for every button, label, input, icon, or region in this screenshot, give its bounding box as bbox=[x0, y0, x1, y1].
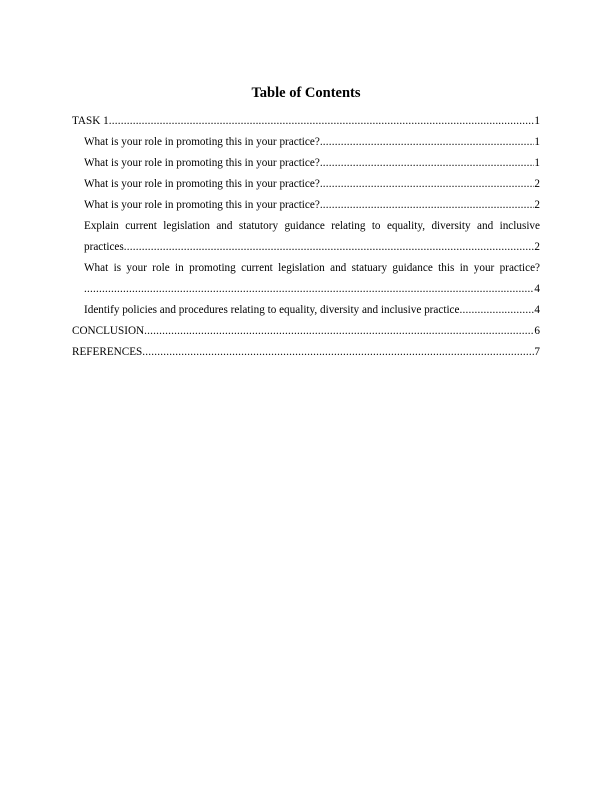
toc-entry-label: TASK 1 bbox=[72, 115, 109, 127]
toc-page-number: 2 bbox=[534, 241, 540, 253]
toc-dot-leader bbox=[320, 174, 535, 195]
toc-page-number: 4 bbox=[534, 304, 540, 316]
toc-entry-label: Identify policies and procedures relating to equality, diversity and inclusive practice bbox=[84, 304, 460, 316]
toc-entry-role-2[interactable] bbox=[72, 153, 540, 174]
toc-page-number: 6 bbox=[534, 325, 540, 337]
toc-entry-conclusion[interactable] bbox=[72, 321, 540, 342]
toc-entry-label: What is your role in promoting this in your practice? bbox=[84, 178, 320, 190]
toc-dot-leader bbox=[109, 111, 535, 132]
toc-entry-role-1[interactable] bbox=[72, 132, 540, 153]
toc-dot-leader bbox=[84, 279, 534, 300]
toc-entry-promoting-legislation-line2[interactable] bbox=[72, 279, 540, 300]
toc-entry-role-3[interactable] bbox=[72, 174, 540, 195]
toc-page-number: 1 bbox=[534, 136, 540, 148]
toc-page-number: 1 bbox=[534, 115, 540, 127]
toc-dot-leader bbox=[320, 195, 535, 216]
toc-title: Table of Contents bbox=[251, 85, 361, 101]
toc-entry-label: CONCLUSION bbox=[72, 325, 145, 337]
toc-entry-references[interactable] bbox=[72, 342, 540, 363]
toc-page-number: 2 bbox=[534, 199, 540, 211]
toc-entry-label: What is your role in promoting this in your practice? bbox=[84, 199, 320, 211]
toc-dot-leader bbox=[144, 321, 534, 342]
toc-entry-label: What is your role in promoting this in your practice? bbox=[84, 136, 320, 148]
toc-dot-leader bbox=[320, 132, 535, 153]
toc-dot-leader bbox=[459, 300, 534, 321]
toc-entry-label: REFERENCES bbox=[72, 346, 143, 358]
toc-entry-policies[interactable] bbox=[72, 300, 540, 321]
toc-entry-role-4[interactable] bbox=[72, 195, 540, 216]
toc-entry-label: practices bbox=[84, 241, 124, 253]
toc-page-number: 7 bbox=[534, 346, 540, 358]
toc-entry-task-1[interactable] bbox=[72, 111, 540, 132]
toc-page-number: 2 bbox=[534, 178, 540, 190]
toc-entry-legislation-line1[interactable]: Explain current legislation and statutory guidance relating to equality, diversity and inclusive bbox=[84, 220, 540, 232]
toc-dot-leader bbox=[142, 342, 534, 363]
toc-page-number: 1 bbox=[534, 157, 540, 169]
toc-entry-promoting-legislation-line1[interactable]: What is your role in promoting current legislation and statuary guidance this in your practice? bbox=[84, 262, 540, 274]
toc-entry-label: What is your role in promoting this in your practice? bbox=[84, 157, 320, 169]
toc-list bbox=[72, 111, 540, 363]
toc-entry-legislation-line2[interactable] bbox=[72, 237, 540, 258]
toc-dot-leader bbox=[320, 153, 535, 174]
toc-dot-leader bbox=[124, 237, 535, 258]
toc-page-number: 4 bbox=[534, 283, 540, 295]
